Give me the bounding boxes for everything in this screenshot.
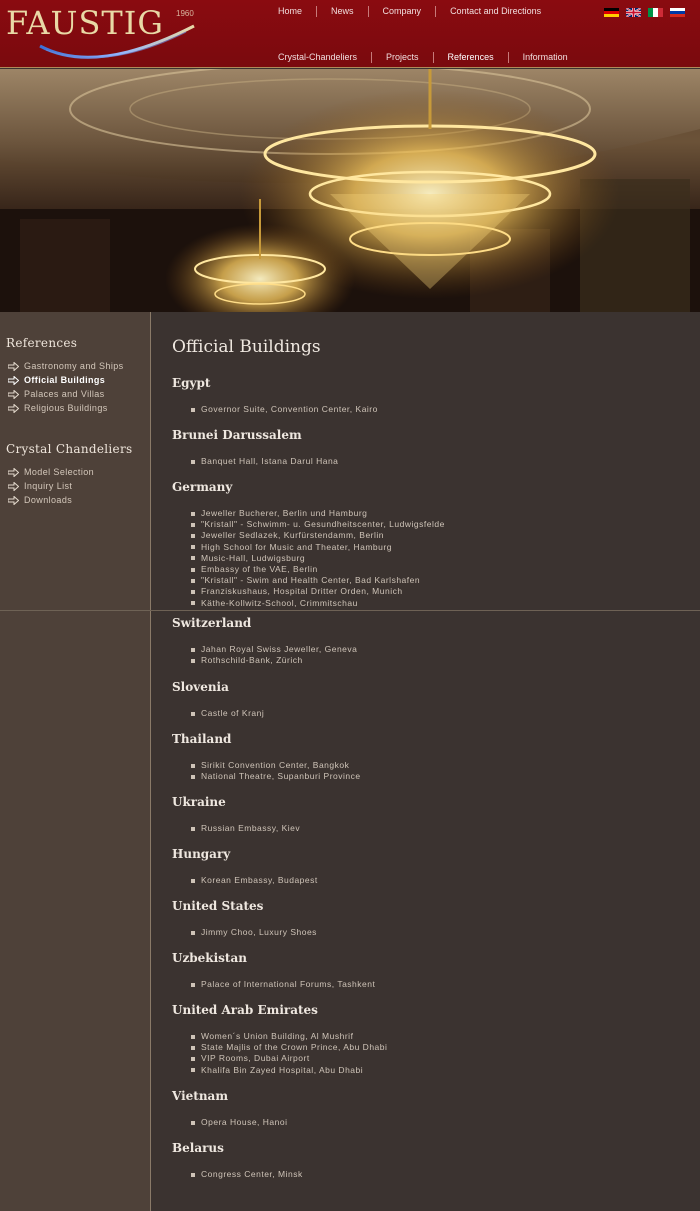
reference-list [191, 644, 357, 666]
sidebar-item-label: Inquiry List [24, 481, 73, 491]
reference-list [191, 1169, 303, 1180]
country-heading: United States [172, 899, 264, 913]
sidebar-heading-crystal-chandeliers: Crystal Chandeliers [6, 442, 133, 456]
list-item [191, 598, 445, 609]
sidebar-item-religious-buildings[interactable] [8, 401, 124, 415]
arrow-right-icon [8, 468, 19, 477]
list-item [191, 586, 445, 597]
list-item-label: Sirikit Convention Center, Bangkok [201, 760, 350, 770]
list-item [191, 564, 445, 575]
references-menu [8, 359, 124, 415]
country-heading: Egypt [172, 376, 211, 390]
reference-list [191, 1031, 387, 1076]
country-heading: Slovenia [172, 680, 229, 694]
sidebar-item-label: Official Buildings [24, 375, 106, 385]
list-item [191, 875, 318, 886]
list-item [191, 542, 445, 553]
list-item-label: Franziskushaus, Hospital Dritter Orden, Munich [201, 586, 403, 597]
sidebar-item-downloads[interactable] [8, 493, 94, 507]
reference-list [191, 927, 317, 938]
list-item [191, 979, 375, 990]
list-item [191, 1042, 387, 1053]
bullet-icon [191, 1035, 195, 1039]
nav-information[interactable]: Information [508, 52, 582, 63]
list-item-label: Women´s Union Building, Al Mushrif [201, 1031, 354, 1041]
reference-list [191, 979, 375, 990]
list-item [191, 456, 338, 467]
nav-crystal-chandeliers[interactable]: Crystal-Chandeliers [278, 52, 358, 62]
list-item-label: Jimmy Choo, Luxury Shoes [201, 927, 317, 937]
list-item [191, 644, 357, 655]
arrow-right-icon [8, 496, 19, 505]
list-item [191, 708, 264, 719]
list-item-label: Käthe-Kollwitz-School, Crimmitschau [201, 597, 358, 608]
sidebar-item-model-selection[interactable] [8, 465, 94, 479]
logo-text: FAUSTIG [6, 4, 164, 42]
list-item-label: Opera House, Hanoi [201, 1117, 288, 1127]
list-item [191, 404, 378, 415]
bullet-icon [191, 1046, 195, 1050]
list-item-label: Rothschild-Bank, Zürich [201, 655, 303, 666]
italian-flag-icon[interactable] [648, 8, 663, 17]
list-item-label: State Majlis of the Crown Prince, Abu Dhabi [201, 1042, 388, 1053]
site-header [0, 0, 700, 68]
list-item [191, 575, 445, 586]
country-heading: Switzerland [172, 616, 252, 630]
divider [0, 610, 700, 611]
list-item-label: Palace of International Forums, Tashkent [201, 979, 376, 989]
sidebar [0, 312, 151, 1211]
list-item [191, 1031, 387, 1042]
german-flag-icon[interactable] [604, 8, 619, 17]
reference-list [191, 508, 445, 609]
bullet-icon [191, 879, 195, 883]
bullet-icon [191, 648, 195, 652]
list-item-label: Korean Embassy, Budapest [201, 875, 318, 885]
bullet-icon [191, 568, 195, 572]
country-heading: Germany [172, 480, 233, 494]
list-item [191, 553, 445, 564]
bullet-icon [191, 1068, 195, 1072]
country-heading: Uzbekistan [172, 951, 247, 965]
sidebar-item-label: Palaces and Villas [24, 389, 105, 399]
bullet-icon [191, 579, 195, 583]
arrow-right-icon [8, 404, 19, 413]
bullet-icon [191, 512, 195, 516]
main-content [151, 312, 700, 1211]
country-heading: Brunei Darussalem [172, 428, 302, 442]
list-item [191, 1117, 288, 1128]
bullet-icon [191, 460, 195, 464]
reference-list [191, 708, 264, 719]
nav-news[interactable]: News [316, 6, 368, 17]
list-item [191, 519, 445, 530]
chandelier-photo-icon [0, 69, 700, 312]
bullet-icon [191, 1173, 195, 1177]
country-heading: Ukraine [172, 795, 226, 809]
list-item-label: Castle of Kranj [201, 708, 265, 718]
bullet-icon [191, 545, 195, 549]
list-item [191, 1169, 303, 1180]
nav-references[interactable]: References [433, 52, 508, 63]
list-item-label: VIP Rooms, Dubai Airport [201, 1053, 310, 1064]
top-navigation [264, 6, 555, 17]
chandelier-hero-image [0, 69, 700, 312]
list-item-label: Russian Embassy, Kiev [201, 823, 301, 833]
list-item [191, 823, 300, 834]
arrow-right-icon [8, 390, 19, 399]
reference-list [191, 823, 300, 834]
sidebar-item-label: Downloads [24, 495, 73, 505]
bullet-icon [191, 1057, 195, 1061]
list-item-label: Jeweller Bucherer, Berlin und Hamburg [201, 508, 368, 518]
bullet-icon [191, 775, 195, 779]
main-navigation [264, 52, 582, 63]
reference-list [191, 1117, 288, 1128]
list-item [191, 1053, 387, 1064]
bullet-icon [191, 523, 195, 527]
page-title: Official Buildings [172, 337, 321, 357]
english-flag-icon[interactable] [626, 8, 641, 17]
list-item-label: "Kristall" - Schwimm- u. Gesundheitscenter, Ludwigsfelde [201, 519, 445, 530]
sidebar-item-label: Gastronomy and Ships [24, 361, 124, 371]
bullet-icon [191, 590, 195, 594]
reference-list [191, 760, 361, 782]
bullet-icon [191, 931, 195, 935]
list-item [191, 1065, 387, 1076]
arrow-right-icon [8, 376, 19, 385]
bullet-icon [191, 601, 195, 605]
list-item-label: Governor Suite, Convention Center, Kairo [201, 404, 378, 414]
reference-list [191, 875, 318, 886]
sidebar-heading-references: References [6, 336, 78, 350]
list-item-label: Khalifa Bin Zayed Hospital, Abu Dhabi [201, 1064, 364, 1075]
arrow-right-icon [8, 362, 19, 371]
list-item-label: Music-Hall, Ludwigsburg [201, 552, 306, 563]
country-heading: United Arab Emirates [172, 1003, 318, 1017]
nav-home[interactable]: Home [278, 6, 303, 16]
list-item-label: Embassy of the VAE, Berlin [201, 563, 318, 574]
list-item-label: Congress Center, Minsk [201, 1169, 303, 1179]
sidebar-item-official-buildings[interactable] [8, 373, 124, 387]
list-item-label: Jahan Royal Swiss Jeweller, Geneva [201, 644, 358, 654]
bullet-icon [191, 534, 195, 538]
sidebar-item-label: Religious Buildings [24, 403, 108, 413]
list-item [191, 508, 445, 519]
bullet-icon [191, 712, 195, 716]
list-item-label: High School for Music and Theater, Hamburg [201, 541, 392, 552]
list-item [191, 927, 317, 938]
country-heading: Belarus [172, 1141, 224, 1155]
arrow-right-icon [8, 482, 19, 491]
bullet-icon [191, 556, 195, 560]
sidebar-item-gastronomy[interactable] [8, 359, 124, 373]
nav-projects[interactable]: Projects [371, 52, 433, 63]
list-item [191, 771, 361, 782]
chandeliers-menu [8, 465, 94, 507]
list-item [191, 760, 361, 771]
nav-contact[interactable]: Contact and Directions [435, 6, 555, 17]
bullet-icon [191, 983, 195, 987]
reference-list [191, 404, 378, 415]
sidebar-item-label: Model Selection [24, 467, 95, 477]
country-heading: Vietnam [172, 1089, 229, 1103]
list-item-label: "Kristall" - Swim and Health Center, Bad Karlshafen [201, 575, 421, 586]
list-item-label: Banquet Hall, Istana Darul Hana [201, 456, 339, 466]
bullet-icon [191, 764, 195, 768]
bullet-icon [191, 408, 195, 412]
logo-year: 1960 [176, 9, 194, 18]
country-heading: Thailand [172, 732, 232, 746]
list-item [191, 655, 357, 666]
list-item-label: Jeweller Sedlazek, Kurfürstendamm, Berlin [201, 530, 385, 541]
russian-flag-icon[interactable] [670, 8, 685, 17]
sidebar-item-inquiry-list[interactable] [8, 479, 94, 493]
list-item-label: National Theatre, Supanburi Province [201, 771, 361, 782]
list-item [191, 530, 445, 541]
bullet-icon [191, 659, 195, 663]
bullet-icon [191, 1121, 195, 1125]
sidebar-item-palaces-villas[interactable] [8, 387, 124, 401]
reference-list [191, 456, 338, 467]
country-heading: Hungary [172, 847, 231, 861]
language-switcher [604, 8, 685, 17]
nav-company[interactable]: Company [368, 6, 436, 17]
bullet-icon [191, 827, 195, 831]
faustig-logo[interactable] [6, 6, 201, 66]
